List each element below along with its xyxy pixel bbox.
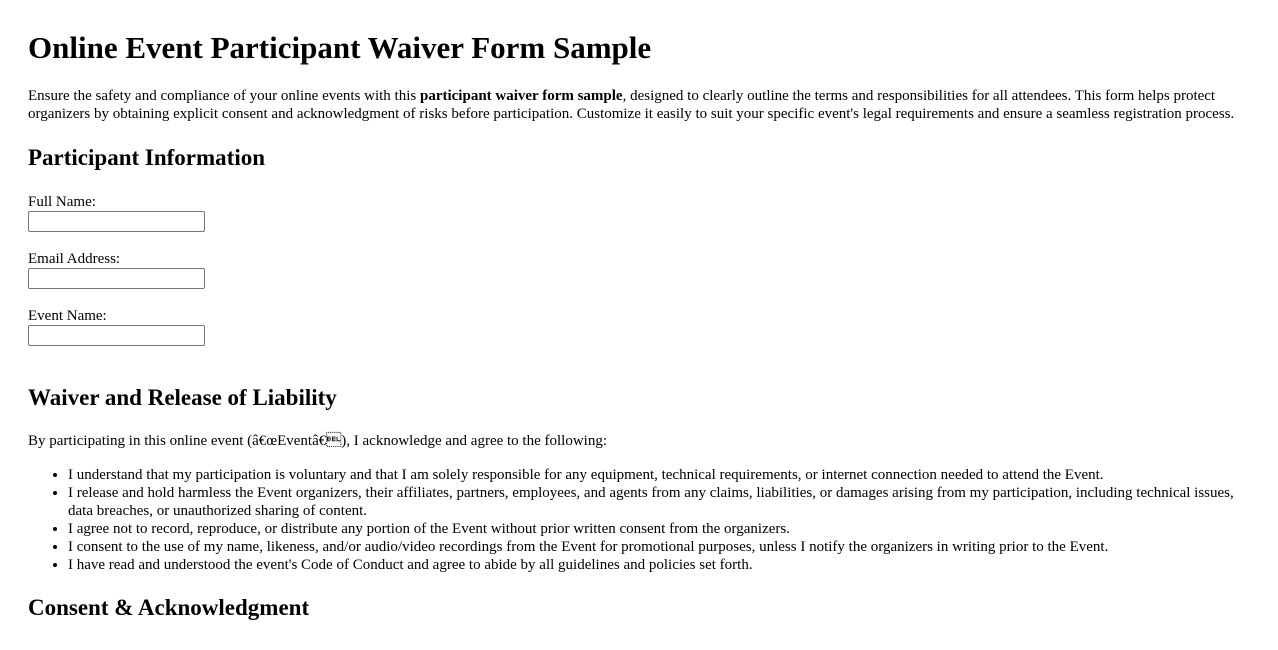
- intro-paragraph: [28, 87, 1250, 123]
- intro-text-after: , designed to clearly outline the terms and responsibilities for all attendees. This form helps protect organizers by obtaining explicit consent and acknowledgment of risks before participation. Customize it easily to suit your specific event's legal requirements and ensure a seamless registration process.: [28, 88, 1235, 122]
- event-name-input[interactable]: [28, 325, 205, 346]
- waiver-terms-list: [28, 466, 1250, 574]
- waiver-term-item: • I release and hold harmless the Event organizers, their affiliates, partners, employees, and agents from any claims, liabilities, or damages arising from my participation, including technical issues, data breaches, or unauthorized sharing of content.: [68, 484, 1250, 520]
- waiver-term-item: • I agree not to record, reproduce, or distribute any portion of the Event without prior written consent from the organizers.: [68, 520, 1250, 538]
- waiver-term-item: • I understand that my participation is voluntary and that I am solely responsible for any equipment, technical requirements, or internet connection needed to attend the Event.: [68, 466, 1250, 484]
- page-title: Online Event Participant Waiver Form Sample: [28, 30, 652, 65]
- email-address-input[interactable]: [28, 268, 205, 289]
- event-name-field: [28, 307, 1250, 346]
- waiver-term-item: • I have read and understood the event's Code of Conduct and agree to abide by all guidelines and policies set forth.: [68, 556, 1250, 574]
- page: [0, 30, 1278, 622]
- waiver-heading: Waiver and Release of Liability: [28, 385, 337, 410]
- waiver-intro: By participating in this online event (â€œEventâ€), I acknowledge and agree to the following:: [28, 433, 607, 449]
- consent-heading: Consent & Acknowledgment: [28, 595, 310, 620]
- event-name-label: Event Name:: [28, 308, 107, 324]
- waiver-term-item: • I consent to the use of my name, likeness, and/or audio/video recordings from the Event for promotional purposes, unless I notify the organizers in writing prior to the Event.: [68, 538, 1250, 556]
- full-name-input[interactable]: [28, 211, 205, 232]
- participant-information-heading: Participant Information: [28, 145, 266, 170]
- intro-text-before: Ensure the safety and compliance of your online events with this: [28, 88, 420, 104]
- intro-bold-text: participant waiver form sample: [419, 88, 623, 104]
- email-address-label: Email Address:: [28, 251, 121, 267]
- email-address-field: [28, 250, 1250, 289]
- full-name-field: [28, 193, 1250, 232]
- full-name-label: Full Name:: [28, 194, 96, 210]
